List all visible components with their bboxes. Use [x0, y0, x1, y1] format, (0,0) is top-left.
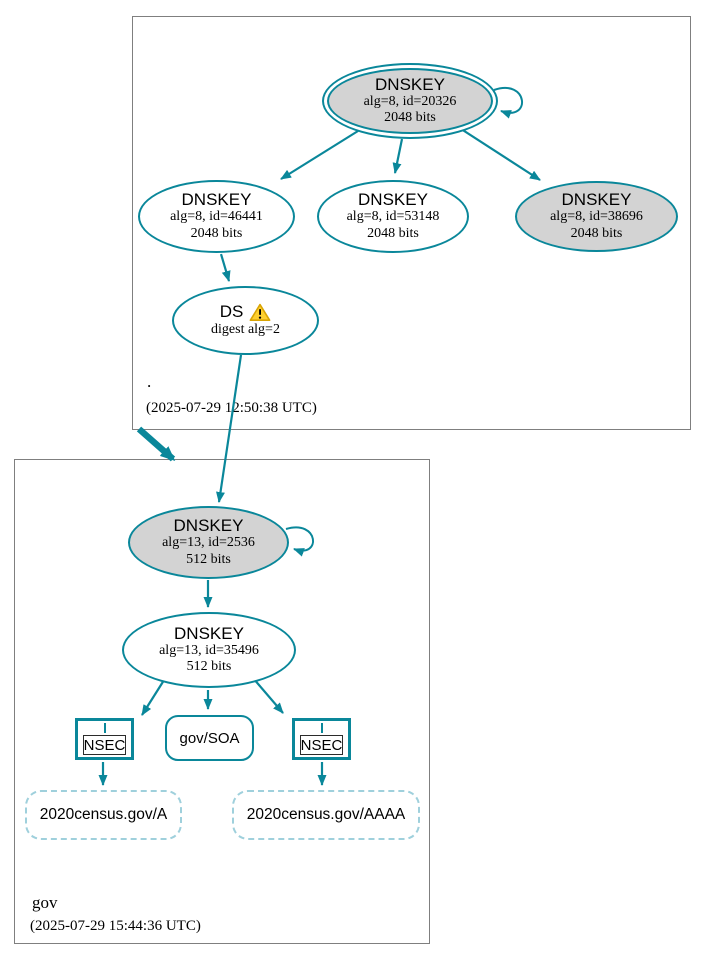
- dnskey-detail: 2048 bits: [367, 225, 419, 241]
- zone-timestamp-root: (2025-07-29 12:50:38 UTC): [146, 400, 317, 416]
- zone-name-root: .: [147, 372, 152, 391]
- dnskey-46441-node: [138, 180, 295, 253]
- dnskey-title: DNSKEY: [561, 190, 632, 210]
- dnskey-detail: 512 bits: [186, 551, 231, 567]
- edge-zone-delegation: [139, 429, 173, 459]
- soa-node: [165, 715, 254, 761]
- dnskey-detail: 512 bits: [186, 659, 232, 675]
- nsec-node-right: [292, 718, 351, 760]
- dnskey-53148-node: [317, 180, 469, 253]
- dnskey-detail: 2048 bits: [570, 225, 623, 241]
- dnskey-title: DNSKEY: [358, 190, 428, 210]
- dnskey-35496-node: [122, 612, 296, 688]
- ds-detail: digest alg=2: [211, 321, 280, 337]
- dnskey-title: DNSKEY: [375, 74, 445, 94]
- dnskey-title: DNSKEY: [173, 516, 244, 536]
- dnskey-title: DNSKEY: [181, 190, 252, 210]
- nsec-band: [104, 723, 106, 733]
- nsec-label: NSEC: [83, 736, 126, 754]
- nsec-label: NSEC: [300, 736, 343, 754]
- dnskey-detail: alg=8, id=53148: [346, 209, 440, 225]
- dnskey-detail: alg=13, id=2536: [162, 535, 255, 551]
- rrset-aaaa-node: [232, 790, 420, 840]
- nsec-band: [321, 723, 323, 733]
- dnskey-20326-node: [322, 63, 498, 139]
- soa-label: gov/SOA: [179, 729, 240, 747]
- dnskey-detail: alg=8, id=46441: [170, 209, 263, 225]
- rrset-a-label: 2020census.gov/A: [39, 806, 168, 823]
- dnskey-20326-inner: [327, 68, 493, 134]
- dnskey-38696-node: [515, 181, 678, 252]
- zone-timestamp-gov: (2025-07-29 15:44:36 UTC): [30, 918, 201, 934]
- dnskey-detail: alg=8, id=38696: [550, 209, 643, 225]
- nsec-node-left: [75, 718, 134, 760]
- warning-icon: [249, 303, 271, 322]
- dnskey-detail: 2048 bits: [384, 110, 436, 126]
- dnskey-title: DNSKEY: [174, 623, 244, 643]
- dnskey-detail: 2048 bits: [190, 225, 243, 241]
- rrset-aaaa-label: 2020census.gov/AAAA: [246, 806, 406, 823]
- dnskey-2536-node: [128, 506, 289, 579]
- rrset-a-node: [25, 790, 182, 840]
- ds-title: DS: [219, 302, 244, 322]
- dnskey-detail: alg=13, id=35496: [159, 642, 259, 658]
- zone-name-gov: gov: [32, 893, 58, 912]
- dnskey-detail: alg=8, id=20326: [363, 93, 457, 109]
- ds-node: [172, 286, 319, 355]
